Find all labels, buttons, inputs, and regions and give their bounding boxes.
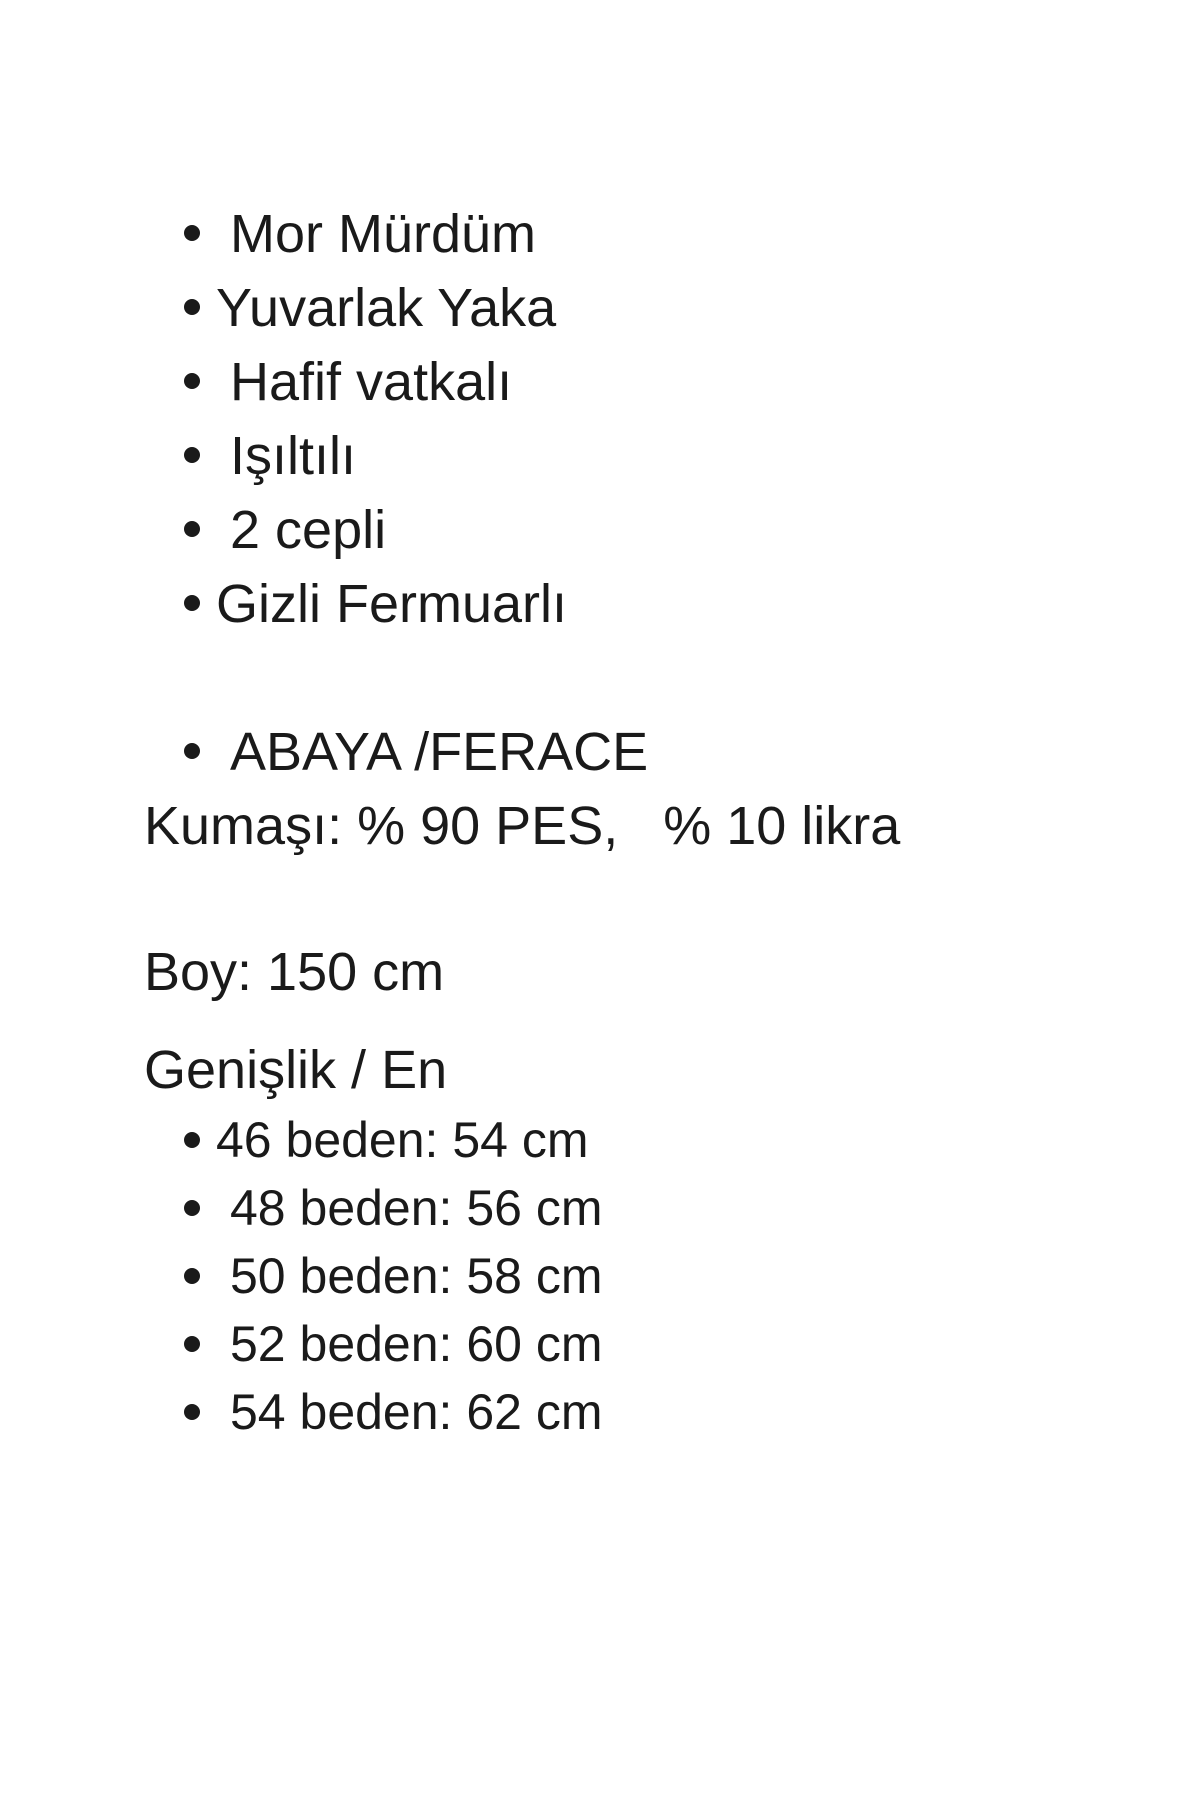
bullet-icon (184, 373, 200, 389)
bullet-icon (184, 1404, 200, 1420)
size-item-52: 52 beden: 60 cm (230, 1316, 603, 1372)
bullet-icon (184, 1132, 200, 1148)
bullet-icon (184, 225, 200, 241)
bullet-icon (184, 447, 200, 463)
size-item-54: 54 beden: 62 cm (230, 1384, 603, 1440)
bullet-icon (184, 1268, 200, 1284)
bullet-icon (184, 521, 200, 537)
bullet-icon (184, 1336, 200, 1352)
bullet-icon (184, 1200, 200, 1216)
feature-item-zipper: Gizli Fermuarlı (216, 574, 568, 634)
length-spec: Boy: 150 cm (144, 942, 445, 1002)
bullet-icon (184, 299, 200, 315)
fabric-composition: Kumaşı: % 90 PES, % 10 likra (144, 796, 901, 856)
size-item-48: 48 beden: 56 cm (230, 1180, 603, 1236)
feature-item-padding: Hafif vatkalı (230, 352, 513, 412)
size-item-46: 46 beden: 54 cm (216, 1112, 589, 1168)
feature-item-shine: Işıltılı (230, 426, 357, 486)
product-type: ABAYA /FERACE (230, 722, 649, 782)
bullet-icon (184, 595, 200, 611)
feature-item-collar: Yuvarlak Yaka (216, 278, 557, 338)
bullet-icon (184, 743, 200, 759)
feature-item-pockets: 2 cepli (230, 500, 387, 560)
size-item-50: 50 beden: 58 cm (230, 1248, 603, 1304)
width-heading: Genişlik / En (144, 1040, 448, 1100)
feature-item-color: Mor Mürdüm (230, 204, 537, 264)
